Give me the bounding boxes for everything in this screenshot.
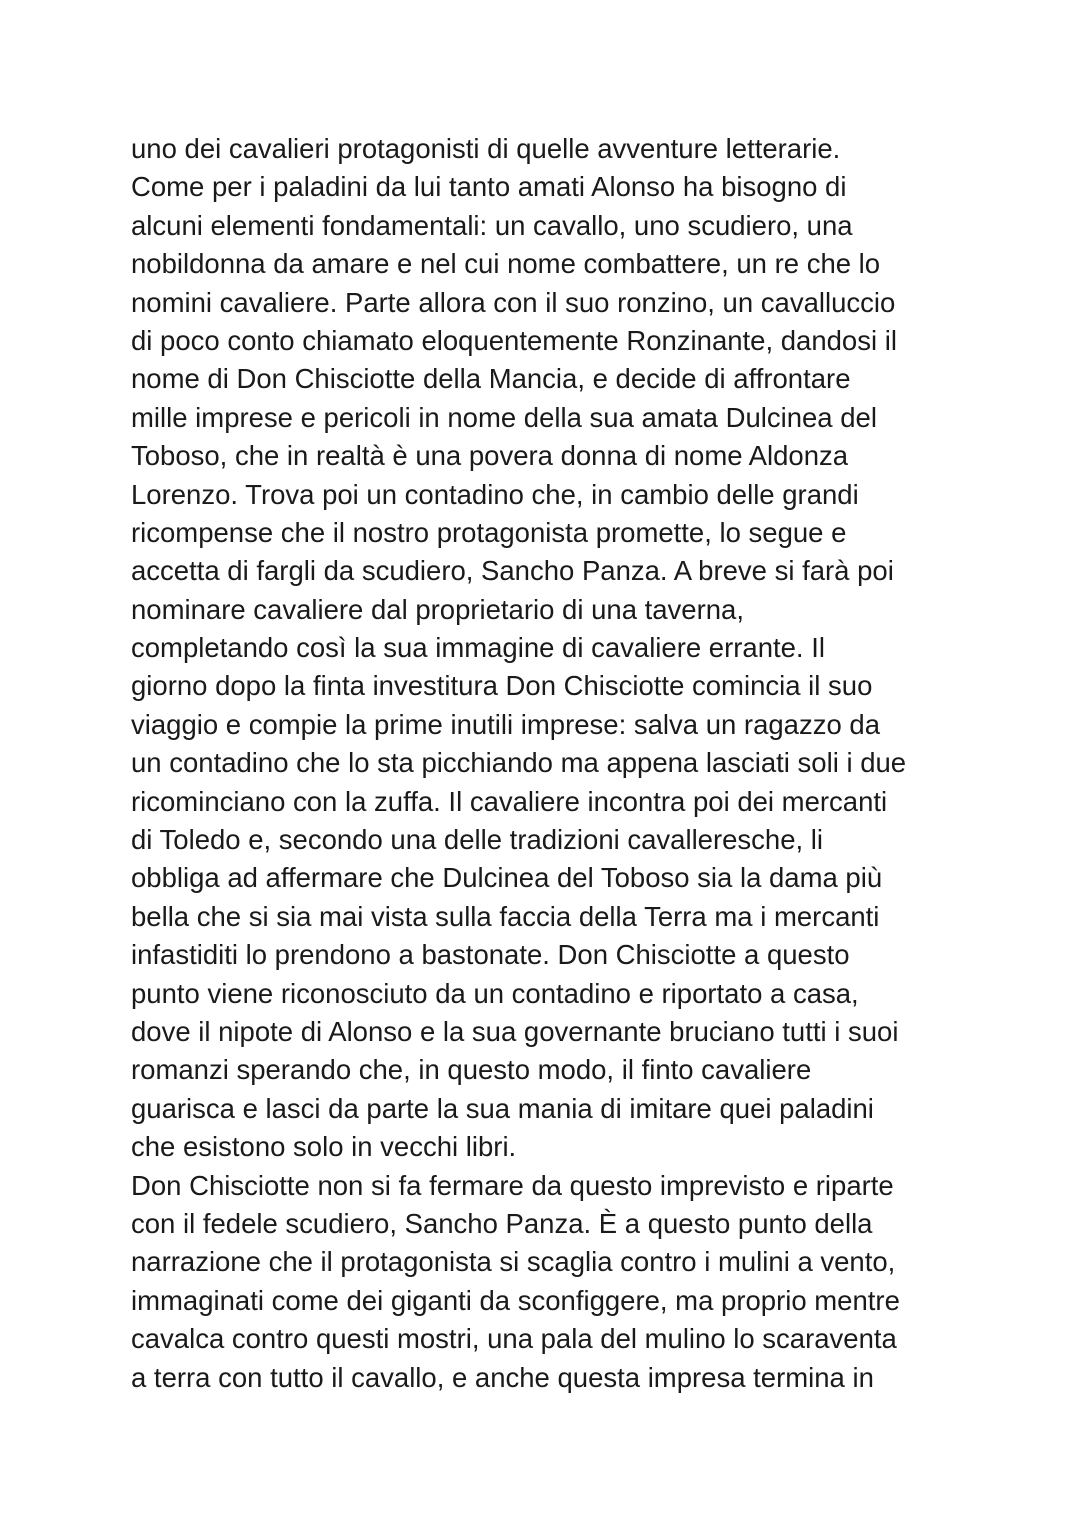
text-line: che esistono solo in vecchi libri.: [131, 1131, 517, 1163]
text-line: con il fedele scudiero, Sancho Panza. È a questo punto della: [131, 1207, 873, 1239]
text-line: immaginati come dei giganti da sconfiggere, ma proprio mentre: [131, 1284, 900, 1316]
text-line: Don Chisciotte non si fa fermare da questo imprevisto e riparte: [131, 1169, 894, 1201]
text-line: uno dei cavalieri protagonisti di quelle avventure letterarie.: [131, 133, 841, 164]
text-line: bella che si sia mai vista sulla faccia della Terra ma i mercanti: [131, 900, 880, 932]
text-line: mille imprese e pericoli in nome della sua amata Dulcinea del: [131, 401, 877, 433]
text-line: giorno dopo la finta investitura Don Chisciotte comincia il suo: [131, 670, 873, 702]
text-line: alcuni elementi fondamentali: un cavallo, uno scudiero, una: [131, 209, 853, 241]
text-line: viaggio e compie la prime inutili imprese: salva un ragazzo da: [131, 708, 880, 740]
text-line: obbliga ad affermare che Dulcinea del Toboso sia la dama più: [131, 862, 883, 894]
text-line: narrazione che il protagonista si scaglia contro i mulini a vento,: [131, 1246, 896, 1278]
text-line: infastiditi lo prendono a bastonate. Don Chisciotte a questo: [131, 939, 850, 971]
text-line: completando così la sua immagine di cavaliere errante. Il: [131, 632, 825, 664]
text-line: nobildonna da amare e nel cui nome combattere, un re che lo: [131, 248, 881, 280]
text-line: di poco conto chiamato eloquentemente Ronzinante, dandosi il: [131, 324, 897, 356]
text-line: guarisca e lasci da parte la sua mania di imitare quei paladini: [131, 1092, 874, 1124]
text-line: cavalca contro questi mostri, una pala del mulino lo scaraventa: [131, 1323, 897, 1355]
text-line: a terra con tutto il cavallo, e anche questa impresa termina in: [131, 1361, 874, 1393]
body-text: [131, 130, 991, 1397]
text-line: punto viene riconosciuto da un contadino e riportato a casa,: [131, 977, 859, 1009]
text-line: nominare cavaliere dal proprietario di una taverna,: [131, 593, 744, 625]
text-line: Come per i paladini da lui tanto amati Alonso ha bisogno di: [131, 171, 847, 203]
text-line: Toboso, che in realtà è una povera donna di nome Aldonza: [131, 440, 849, 472]
text-line: nomini cavaliere. Parte allora con il suo ronzino, un cavalluccio: [131, 286, 896, 318]
text-line: ricompense che il nostro protagonista promette, lo segue e: [131, 516, 847, 548]
text-line: dove il nipote di Alonso e la sua governante bruciano tutti i suoi: [131, 1015, 899, 1047]
text-line: nome di Don Chisciotte della Mancia, e decide di affrontare: [131, 363, 851, 395]
text-line: accetta di fargli da scudiero, Sancho Panza. A breve si farà poi: [131, 555, 894, 587]
text-line: Lorenzo. Trova poi un contadino che, in cambio delle grandi: [131, 478, 859, 510]
text-line: romanzi sperando che, in questo modo, il finto cavaliere: [131, 1054, 812, 1086]
text-line: di Toledo e, secondo una delle tradizioni cavalleresche, li: [131, 824, 824, 856]
text-line: un contadino che lo sta picchiando ma appena lasciati soli i due: [131, 747, 907, 779]
text-line: ricominciano con la zuffa. Il cavaliere incontra poi dei mercanti: [131, 785, 888, 817]
